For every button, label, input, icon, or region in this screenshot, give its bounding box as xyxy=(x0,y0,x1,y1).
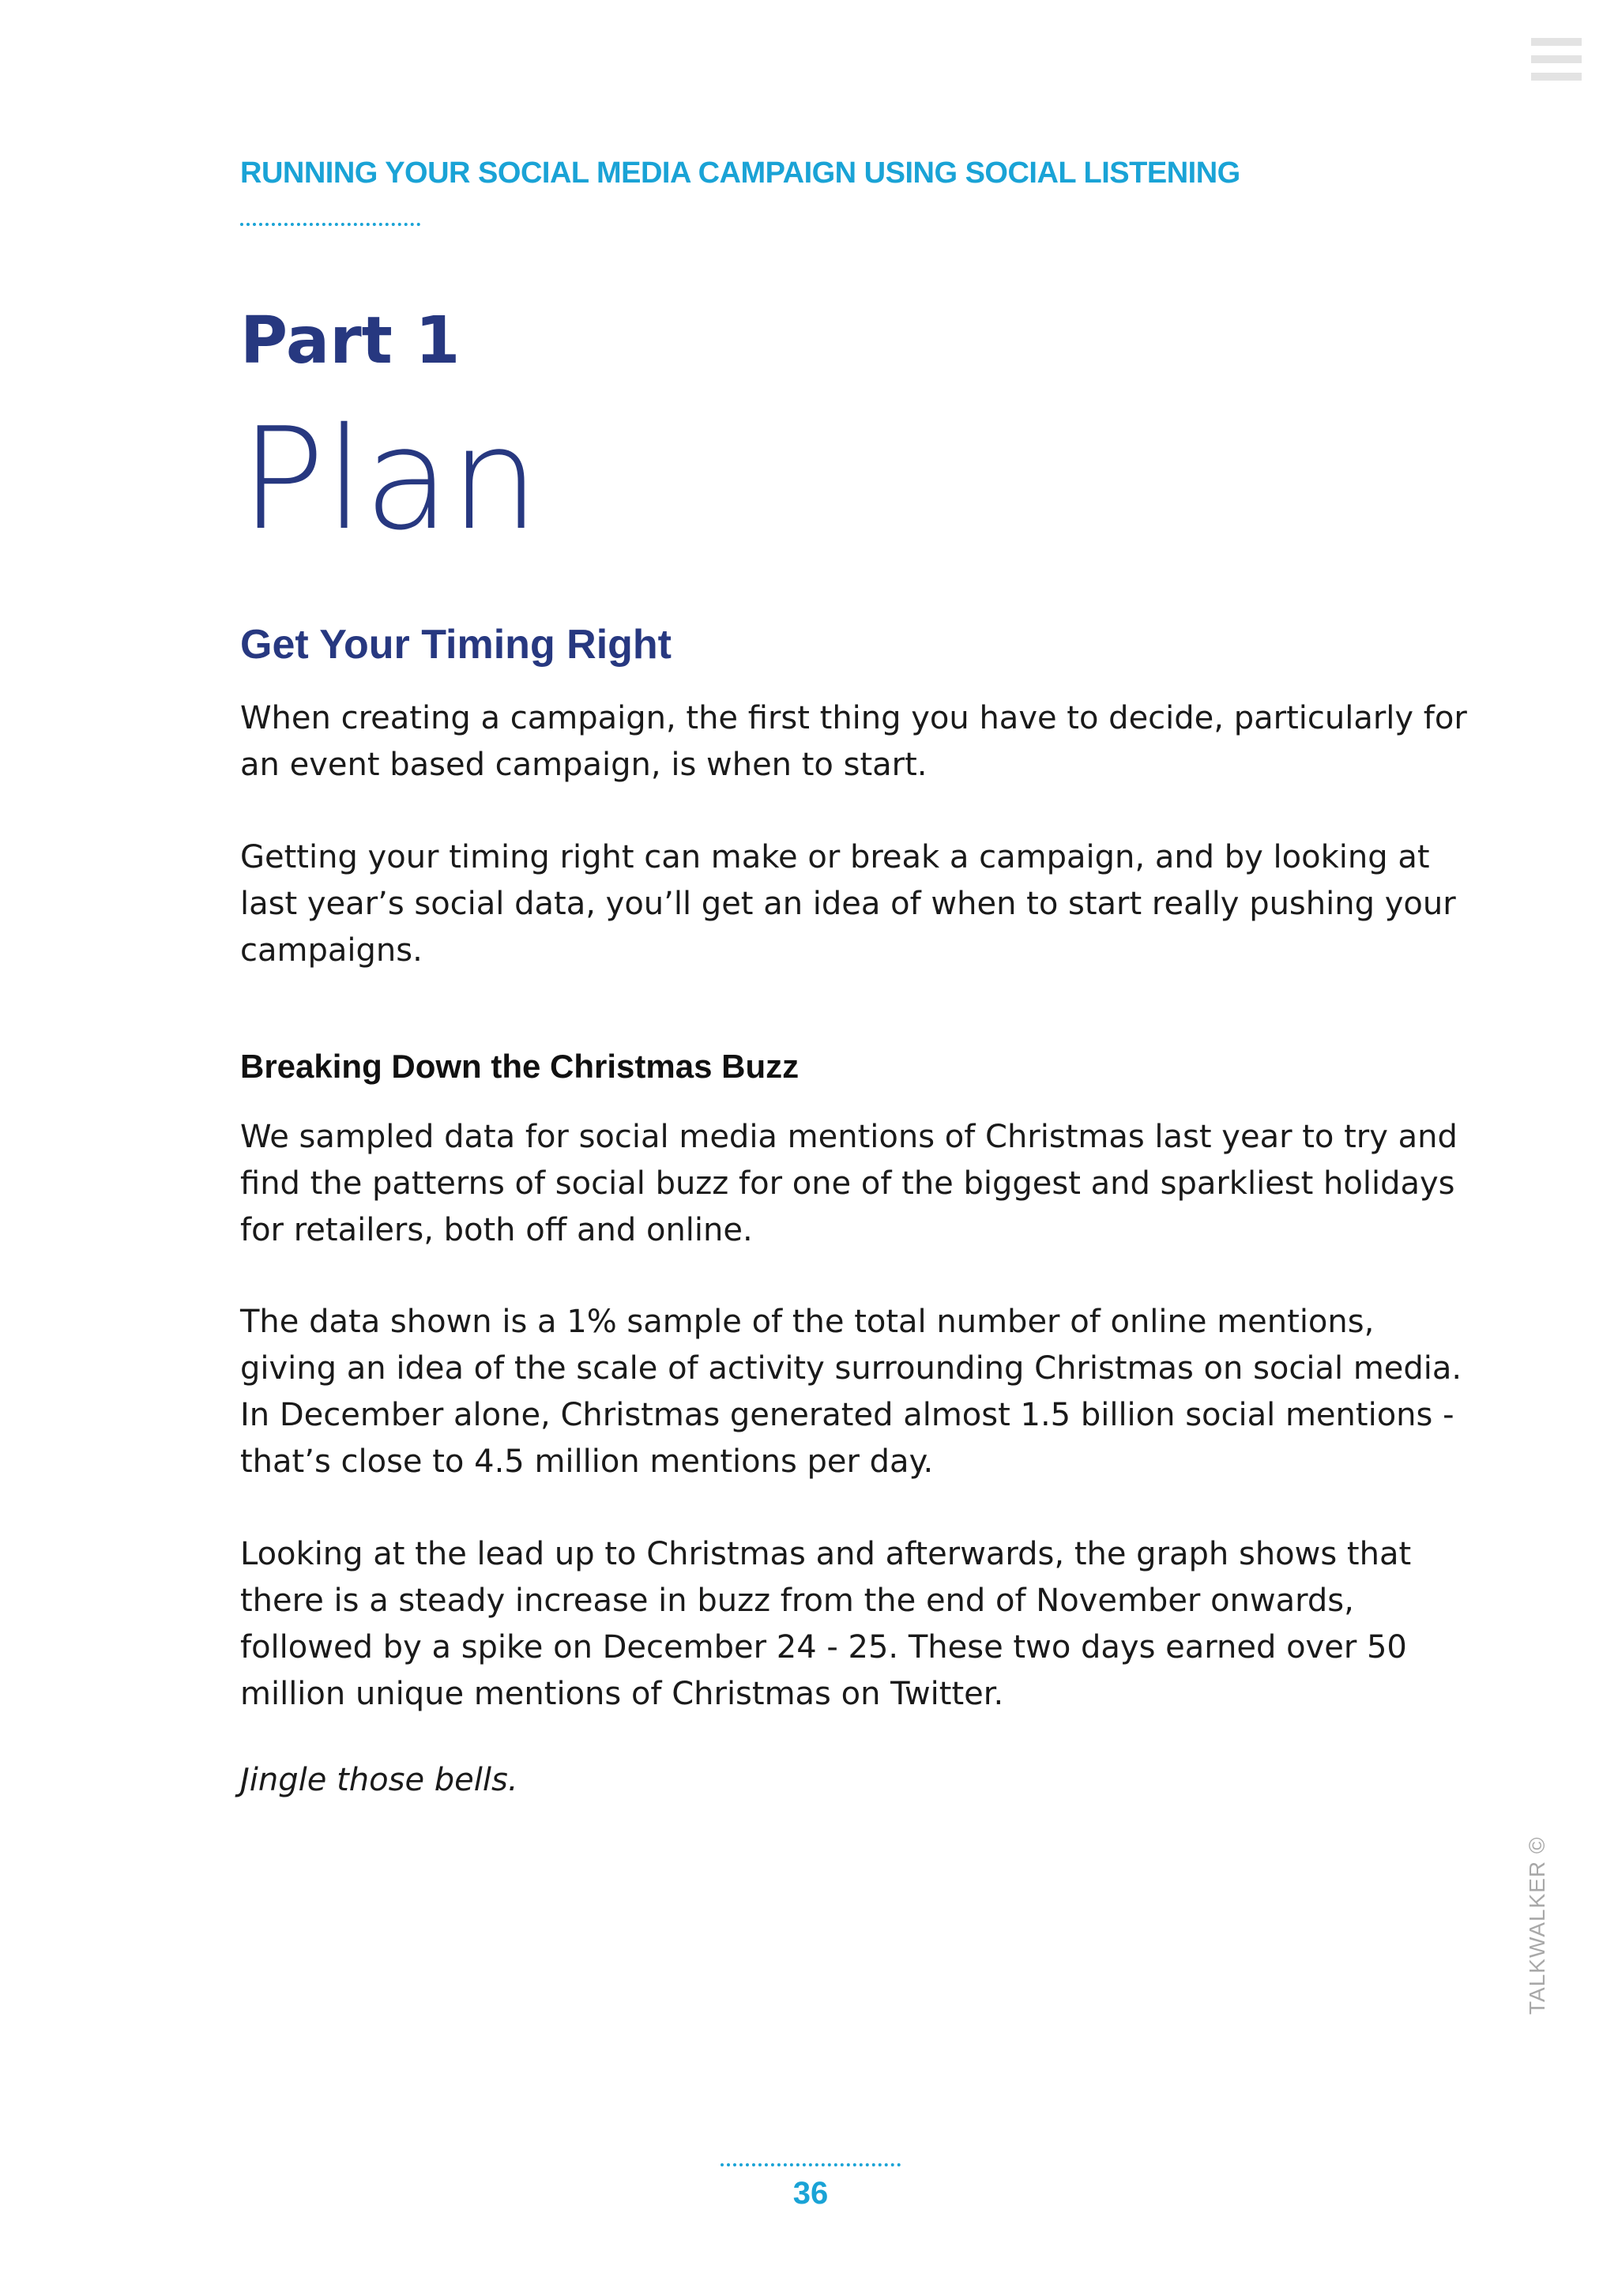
text-line: giving an idea of the scale of activity surrounding Christmas on social media. xyxy=(240,1350,1462,1387)
copyright-watermark: TALKWALKER © xyxy=(1525,1836,1549,2015)
christmas-paragraph-2 xyxy=(240,1299,1462,1485)
text-line: followed by a spike on December 24 - 25. These two days earned over 50 xyxy=(240,1629,1407,1666)
christmas-paragraph-1 xyxy=(240,1114,1458,1254)
text-line: campaigns. xyxy=(240,932,423,969)
timing-paragraph-2 xyxy=(240,834,1456,974)
menu-bar xyxy=(1531,73,1582,81)
christmas-paragraph-3 xyxy=(240,1531,1441,1718)
text-line: for retailers, both off and online. xyxy=(240,1212,753,1248)
closing-line: Jingle those bells. xyxy=(240,1762,518,1798)
hamburger-menu-icon[interactable] xyxy=(1531,38,1582,81)
text-line: an event based campaign, is when to start. xyxy=(240,747,928,783)
header-dotted-divider xyxy=(240,223,420,226)
part-label: Part 1 xyxy=(240,303,461,378)
christmas-heading: Breaking Down the Christmas Buzz xyxy=(240,1048,800,1085)
text-line: last year’s social data, you’ll get an idea of when to start really pushing your xyxy=(240,886,1456,922)
text-line: The data shown is a 1% sample of the total number of online mentions, xyxy=(240,1304,1375,1340)
text-line: Looking at the lead up to Christmas and afterwards, the graph shows that xyxy=(240,1536,1412,1572)
text-line: find the patterns of social buzz for one of the biggest and sparkliest holidays xyxy=(240,1165,1455,1202)
timing-heading: Get Your Timing Right xyxy=(240,622,672,668)
text-line: When creating a campaign, the first thing you have to decide, particularly for xyxy=(240,700,1467,736)
section-title: Plan xyxy=(240,397,540,561)
text-line: In December alone, Christmas generated almost 1.5 billion social mentions - xyxy=(240,1397,1454,1433)
text-line: Getting your timing right can make or break a campaign, and by looking at xyxy=(240,839,1430,875)
footer-dotted-divider xyxy=(721,2163,901,2166)
menu-bar xyxy=(1531,38,1582,46)
timing-paragraph-1 xyxy=(240,695,1467,789)
text-line: million unique mentions of Christmas on Twitter. xyxy=(240,1676,1004,1712)
menu-bar xyxy=(1531,55,1582,63)
text-line: there is a steady increase in buzz from the end of November onwards, xyxy=(240,1583,1354,1619)
running-header: RUNNING YOUR SOCIAL MEDIA CAMPAIGN USING SOCIAL LISTENING xyxy=(240,156,1240,190)
page-number: 36 xyxy=(792,2176,829,2211)
text-line: that’s close to 4.5 million mentions per day. xyxy=(240,1443,934,1480)
text-line: We sampled data for social media mentions of Christmas last year to try and xyxy=(240,1119,1458,1155)
